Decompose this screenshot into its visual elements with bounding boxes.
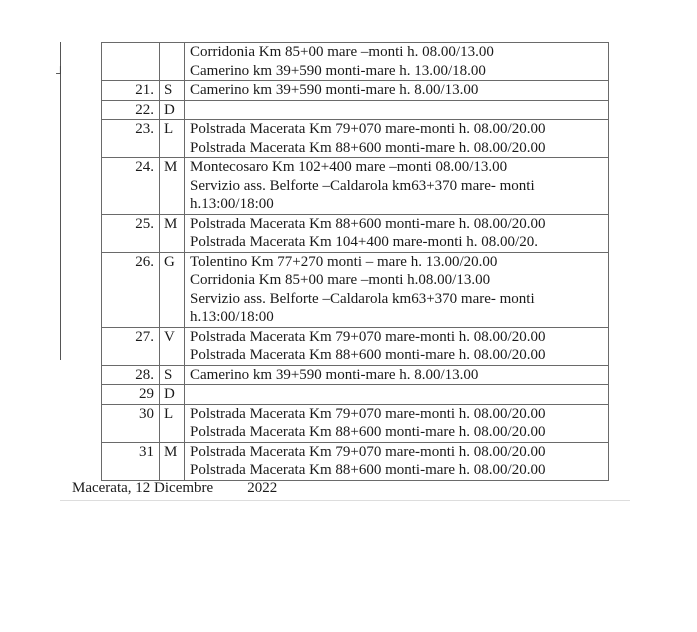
- footer-date: [72, 480, 277, 497]
- assignment-line: [190, 385, 608, 404]
- table-row: [102, 385, 609, 405]
- weekday-cell: [160, 43, 185, 81]
- weekday-cell: M: [160, 158, 185, 215]
- table-row: [102, 158, 609, 215]
- day-number-cell: 30: [102, 404, 160, 442]
- assignment-cell: [185, 81, 609, 101]
- weekday-cell: S: [160, 365, 185, 385]
- day-number-cell: 25.: [102, 214, 160, 252]
- table-row: [102, 120, 609, 158]
- assignment-line: [190, 101, 608, 120]
- table-row: [102, 365, 609, 385]
- assignment-line: h.13:00/18:00: [190, 196, 274, 212]
- footer-place-date: Macerata, 12 Dicembre: [72, 480, 214, 496]
- assignment-line: Polstrada Macerata Km 88+600 monti-mare h. 08.00/20.00: [190, 462, 546, 478]
- assignment-line: Tolentino Km 77+270 monti – mare h. 13.00/20.00: [190, 253, 498, 270]
- day-number-cell: 26.: [102, 252, 160, 327]
- assignment-line: Polstrada Macerata Km 88+600 monti-mare h. 08.00/20.00: [190, 139, 546, 156]
- assignment-line: h.13:00/18:00: [190, 309, 274, 325]
- table-row: [102, 442, 609, 480]
- margin-mark-icon: ┘: [56, 66, 65, 80]
- assignment-line: Polstrada Macerata Km 79+070 mare-monti h. 08.00/20.00: [190, 443, 546, 460]
- assignment-cell: [185, 442, 609, 480]
- bottom-rule: [60, 500, 630, 501]
- weekday-cell: G: [160, 252, 185, 327]
- footer-year: 2022: [247, 480, 278, 496]
- weekday-cell: D: [160, 385, 185, 405]
- schedule-table-body: [102, 43, 609, 481]
- weekday-cell: L: [160, 404, 185, 442]
- day-number-cell: 22.: [102, 100, 160, 120]
- day-number-cell: [102, 43, 160, 81]
- day-number-cell: 31: [102, 442, 160, 480]
- assignment-cell: [185, 100, 609, 120]
- weekday-cell: S: [160, 81, 185, 101]
- day-number-cell: 28.: [102, 365, 160, 385]
- table-row: [102, 214, 609, 252]
- weekday-cell: M: [160, 214, 185, 252]
- assignment-line: Polstrada Macerata Km 88+600 monti-mare h. 08.00/20.00: [190, 347, 546, 363]
- weekday-cell: V: [160, 327, 185, 365]
- assignment-line: Polstrada Macerata Km 79+070 mare-monti h. 08.00/20.00: [190, 121, 546, 137]
- table-row: [102, 43, 609, 81]
- day-number-cell: 23.: [102, 120, 160, 158]
- assignment-line: Corridonia Km 85+00 mare –monti h.08.00/13.00: [190, 272, 491, 288]
- day-number-cell: 27.: [102, 327, 160, 365]
- weekday-cell: D: [160, 100, 185, 120]
- assignment-cell: [185, 252, 609, 327]
- assignment-cell: [185, 327, 609, 365]
- table-row: [102, 252, 609, 327]
- left-margin-line: [60, 42, 61, 360]
- schedule-table: [101, 42, 609, 481]
- assignment-line: Polstrada Macerata Km 88+600 monti-mare h. 08.00/20.00: [190, 215, 546, 232]
- weekday-cell: M: [160, 442, 185, 480]
- assignment-line: Corridonia Km 85+00 mare –monti h. 08.00/13.00: [190, 44, 494, 60]
- assignment-line: Camerino km 39+590 monti-mare h. 13.00/18.00: [190, 62, 486, 79]
- assignment-line: Polstrada Macerata Km 104+400 mare-monti h. 08.00/20.: [190, 234, 538, 250]
- assignment-line: Polstrada Macerata Km 79+070 mare-monti h. 08.00/20.00: [190, 328, 546, 345]
- day-number-cell: 29: [102, 385, 160, 405]
- assignment-cell: [185, 385, 609, 405]
- table-row: [102, 100, 609, 120]
- table-row: [102, 404, 609, 442]
- assignment-cell: [185, 158, 609, 215]
- assignment-line: Montecosaro Km 102+400 mare –monti 08.00/13.00: [190, 159, 508, 175]
- day-number-cell: 24.: [102, 158, 160, 215]
- table-row: [102, 327, 609, 365]
- assignment-line: Polstrada Macerata Km 88+600 monti-mare h. 08.00/20.00: [190, 424, 546, 440]
- assignment-line: Servizio ass. Belforte –Caldarola km63+370 mare- monti: [190, 177, 535, 194]
- weekday-cell: L: [160, 120, 185, 158]
- assignment-cell: [185, 120, 609, 158]
- assignment-cell: [185, 214, 609, 252]
- assignment-line: Servizio ass. Belforte –Caldarola km63+370 mare- monti: [190, 290, 535, 307]
- assignment-cell: [185, 365, 609, 385]
- assignment-line: Polstrada Macerata Km 79+070 mare-monti h. 08.00/20.00: [190, 405, 546, 422]
- assignment-line: Camerino km 39+590 monti-mare h. 8.00/13.00: [190, 366, 479, 383]
- assignment-cell: [185, 404, 609, 442]
- assignment-cell: [185, 43, 609, 81]
- table-row: [102, 81, 609, 101]
- assignment-line: Camerino km 39+590 monti-mare h. 8.00/13.00: [190, 82, 479, 98]
- day-number-cell: 21.: [102, 81, 160, 101]
